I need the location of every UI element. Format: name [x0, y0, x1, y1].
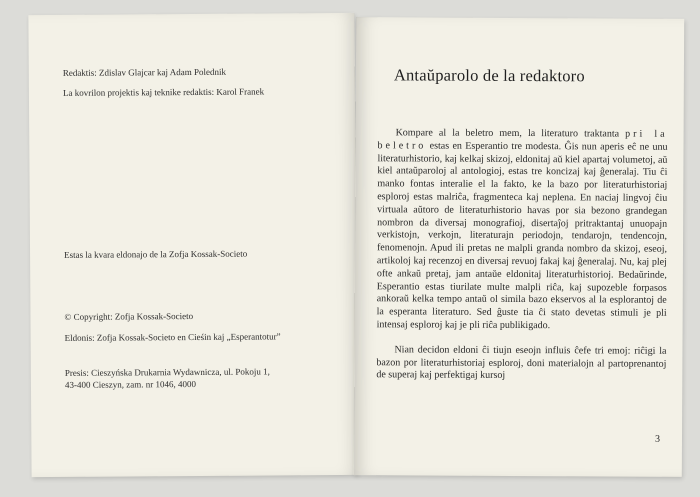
publisher-line: Eldonis: Zofja Kossak-Societo en Cieśin kaj „Esperantotur” [64, 331, 281, 343]
body-text [376, 127, 667, 396]
paragraph-1-rest: estas en Esperantio tre modesta. Ĝis nun aperis eĉ ne unu literaturhistorio, kaj kelkaj skizoj, eldonitaj aŭ kiel apartaj volumetoj, aŭ kiel antaŭparoloj al antologioj, estas tre koncizaj kaj ĝeneralaj. Tiu ĉi manko fontas interalie el la fakto, ke la bazo por literaturhistoriaj esploroj estas malriĉa, fragmenteca kaj neplena. En naciaj lingvoj ĉiu virtuala aŭtoro de literaturhistorio havas por sia bezono grandegan nombron da diversaj monografioj, disertaĵoj pritraktantaj unuopajn verkistojn, verkojn, literaturajn periodojn, tendarojn, tendencojn, fenomenojn. Apud ili pretas ne malpli granda nombro da skizoj, eseoj, artikoloj kaj recenzoj en diversaj revuoj fakaj kaj ĝeneralaj. Nu, kaj plej ofte ankaŭ pretaj, jam antaŭe eldonitaj literaturhistorioj. Bedaŭrinde, Esperantio estas tiurilate multe malpli riĉa, kaj supozeble forpasos ankoraŭ kelka tempo antaŭ ol simila bazo ekservos al la esplorantoj de la esperanta literaturo. Sed ĝuste tia ĉi stato devetas stimuli je pli intensaj esploroj kaj je pli riĉa publikigado. [376, 140, 668, 332]
editors-line: Redaktis: Zdislav Glajcar kaj Adam Polednik [62, 66, 227, 78]
left-page [28, 13, 357, 477]
paragraph-1-start: Kompare al la beletro mem, la literaturo traktanta [395, 127, 626, 140]
right-page [354, 17, 684, 477]
edition-note: Estas la kvara eldonajo de la Zofja Kossak-Societo [64, 248, 248, 260]
printer-line-2: 43-400 Cieszyn, zam. nr 1046, 4000 [64, 378, 196, 390]
page-title: Antaŭparolo de la redaktoro [393, 65, 585, 86]
printer-line-1: Presis: Cieszyńska Drukarnia Wydawnicza, ul. Pokoju 1, [64, 366, 270, 378]
page-number: 3 [654, 433, 661, 445]
spaced-phrase: pri la beletro [377, 128, 668, 152]
paragraph-1 [377, 127, 668, 333]
cover-credit-line: La kovrilon projektis kaj teknike redaktis: Karol Franek [62, 86, 265, 98]
paragraph-2: Nian decidon eldoni ĉi tiujn eseojn influis ĉefe tri emoj: riĉigi la bazon por literaturhistoriaj esploroj, doni materialojn al partoprenantoj de superaj kaj perfektigaj kursoj [376, 344, 667, 382]
copyright-line: © Copyright: Zofja Kossak-Societo [64, 311, 194, 322]
